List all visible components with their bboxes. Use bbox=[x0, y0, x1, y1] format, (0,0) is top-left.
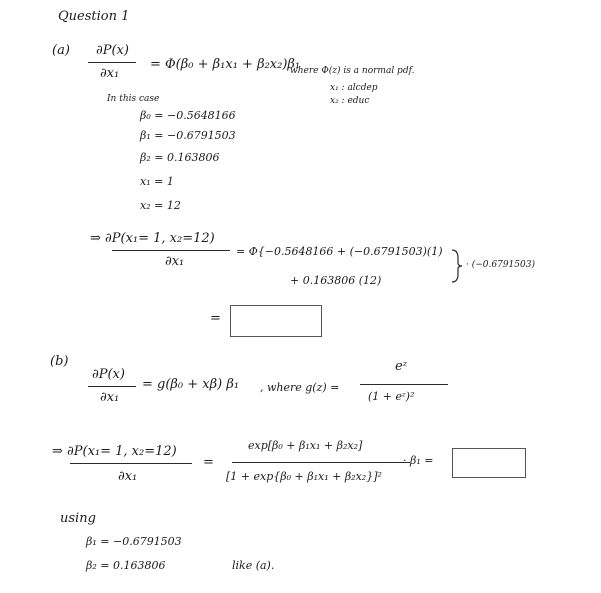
x1-definition: x₁ : alcdep bbox=[330, 83, 378, 93]
part-b-implication-fraction-bar bbox=[70, 463, 192, 464]
part-a-lhs-denominator: ∂x₁ bbox=[100, 66, 120, 81]
part-b-label: (b) bbox=[50, 354, 69, 369]
part-a-where-note: where Φ(z) is a normal pdf. bbox=[290, 66, 415, 76]
part-a-answer-box[interactable] bbox=[230, 305, 322, 337]
part-b-answer-box[interactable] bbox=[452, 448, 526, 478]
part-a-label: (a) bbox=[52, 43, 70, 58]
x2-value: x₂ = 12 bbox=[140, 199, 181, 212]
part-a-evaluation-line-2: + 0.163806 (12) bbox=[290, 274, 382, 287]
part-b-implication-numerator: ⇒ ∂P(x₁= 1, x₂=12) bbox=[52, 444, 177, 459]
in-this-case-label: In this case bbox=[107, 94, 160, 104]
part-a-equals-sign: = bbox=[210, 311, 221, 326]
using-beta1-value: β₁ = −0.6791503 bbox=[86, 535, 182, 548]
closing-brace-icon bbox=[450, 248, 464, 284]
part-a-implication-fraction-bar bbox=[112, 250, 230, 251]
beta0-value: β₀ = −0.5648166 bbox=[140, 109, 236, 122]
question-title: Question 1 bbox=[58, 9, 130, 24]
part-a-lhs-numerator: ∂P(x) bbox=[96, 43, 129, 58]
part-a-rhs: = Φ(β₀ + β₁x₁ + β₂x₂)β₁ bbox=[150, 57, 301, 72]
beta2-value: β₂ = 0.163806 bbox=[140, 151, 220, 164]
part-a-lhs-fraction-bar bbox=[88, 62, 136, 63]
using-beta2-value: β₂ = 0.163806 bbox=[86, 559, 166, 572]
logit-derivative-denominator: [1 + exp{β₀ + β₁x₁ + β₂x₂}]² bbox=[226, 470, 382, 483]
logit-derivative-fraction-bar bbox=[232, 462, 410, 463]
like-a-note: like (a). bbox=[232, 559, 275, 572]
part-a-implication-denominator: ∂x₁ bbox=[165, 254, 185, 269]
part-b-rhs: = g(β₀ + xβ) β₁ bbox=[142, 377, 240, 392]
part-b-lhs-denominator: ∂x₁ bbox=[100, 390, 120, 405]
g-function-numerator: eᶻ bbox=[395, 359, 408, 374]
beta1-value: β₁ = −0.6791503 bbox=[140, 129, 236, 142]
part-b-implication-equals: = bbox=[203, 455, 214, 470]
x2-definition: x₂ : educ bbox=[330, 96, 370, 106]
part-b-implication-denominator: ∂x₁ bbox=[118, 469, 138, 484]
using-label: using bbox=[60, 511, 96, 526]
part-b-where-label: , where g(z) = bbox=[260, 381, 340, 394]
g-function-denominator: (1 + eᶻ)² bbox=[368, 390, 415, 403]
part-b-lhs-fraction-bar bbox=[88, 386, 136, 387]
times-beta1-equals: · β₁ = bbox=[403, 454, 434, 467]
part-b-lhs-numerator: ∂P(x) bbox=[92, 367, 125, 382]
g-function-fraction-bar bbox=[360, 384, 448, 385]
part-a-evaluation-multiplier: · (−0.6791503) bbox=[466, 260, 535, 270]
logit-derivative-numerator: exp[β₀ + β₁x₁ + β₂x₂] bbox=[248, 439, 363, 452]
part-a-evaluation-line-1: = Φ{−0.5648166 + (−0.6791503)(1) bbox=[236, 245, 443, 258]
part-a-implication-numerator: ⇒ ∂P(x₁= 1, x₂=12) bbox=[90, 231, 215, 246]
x1-value: x₁ = 1 bbox=[140, 175, 174, 188]
